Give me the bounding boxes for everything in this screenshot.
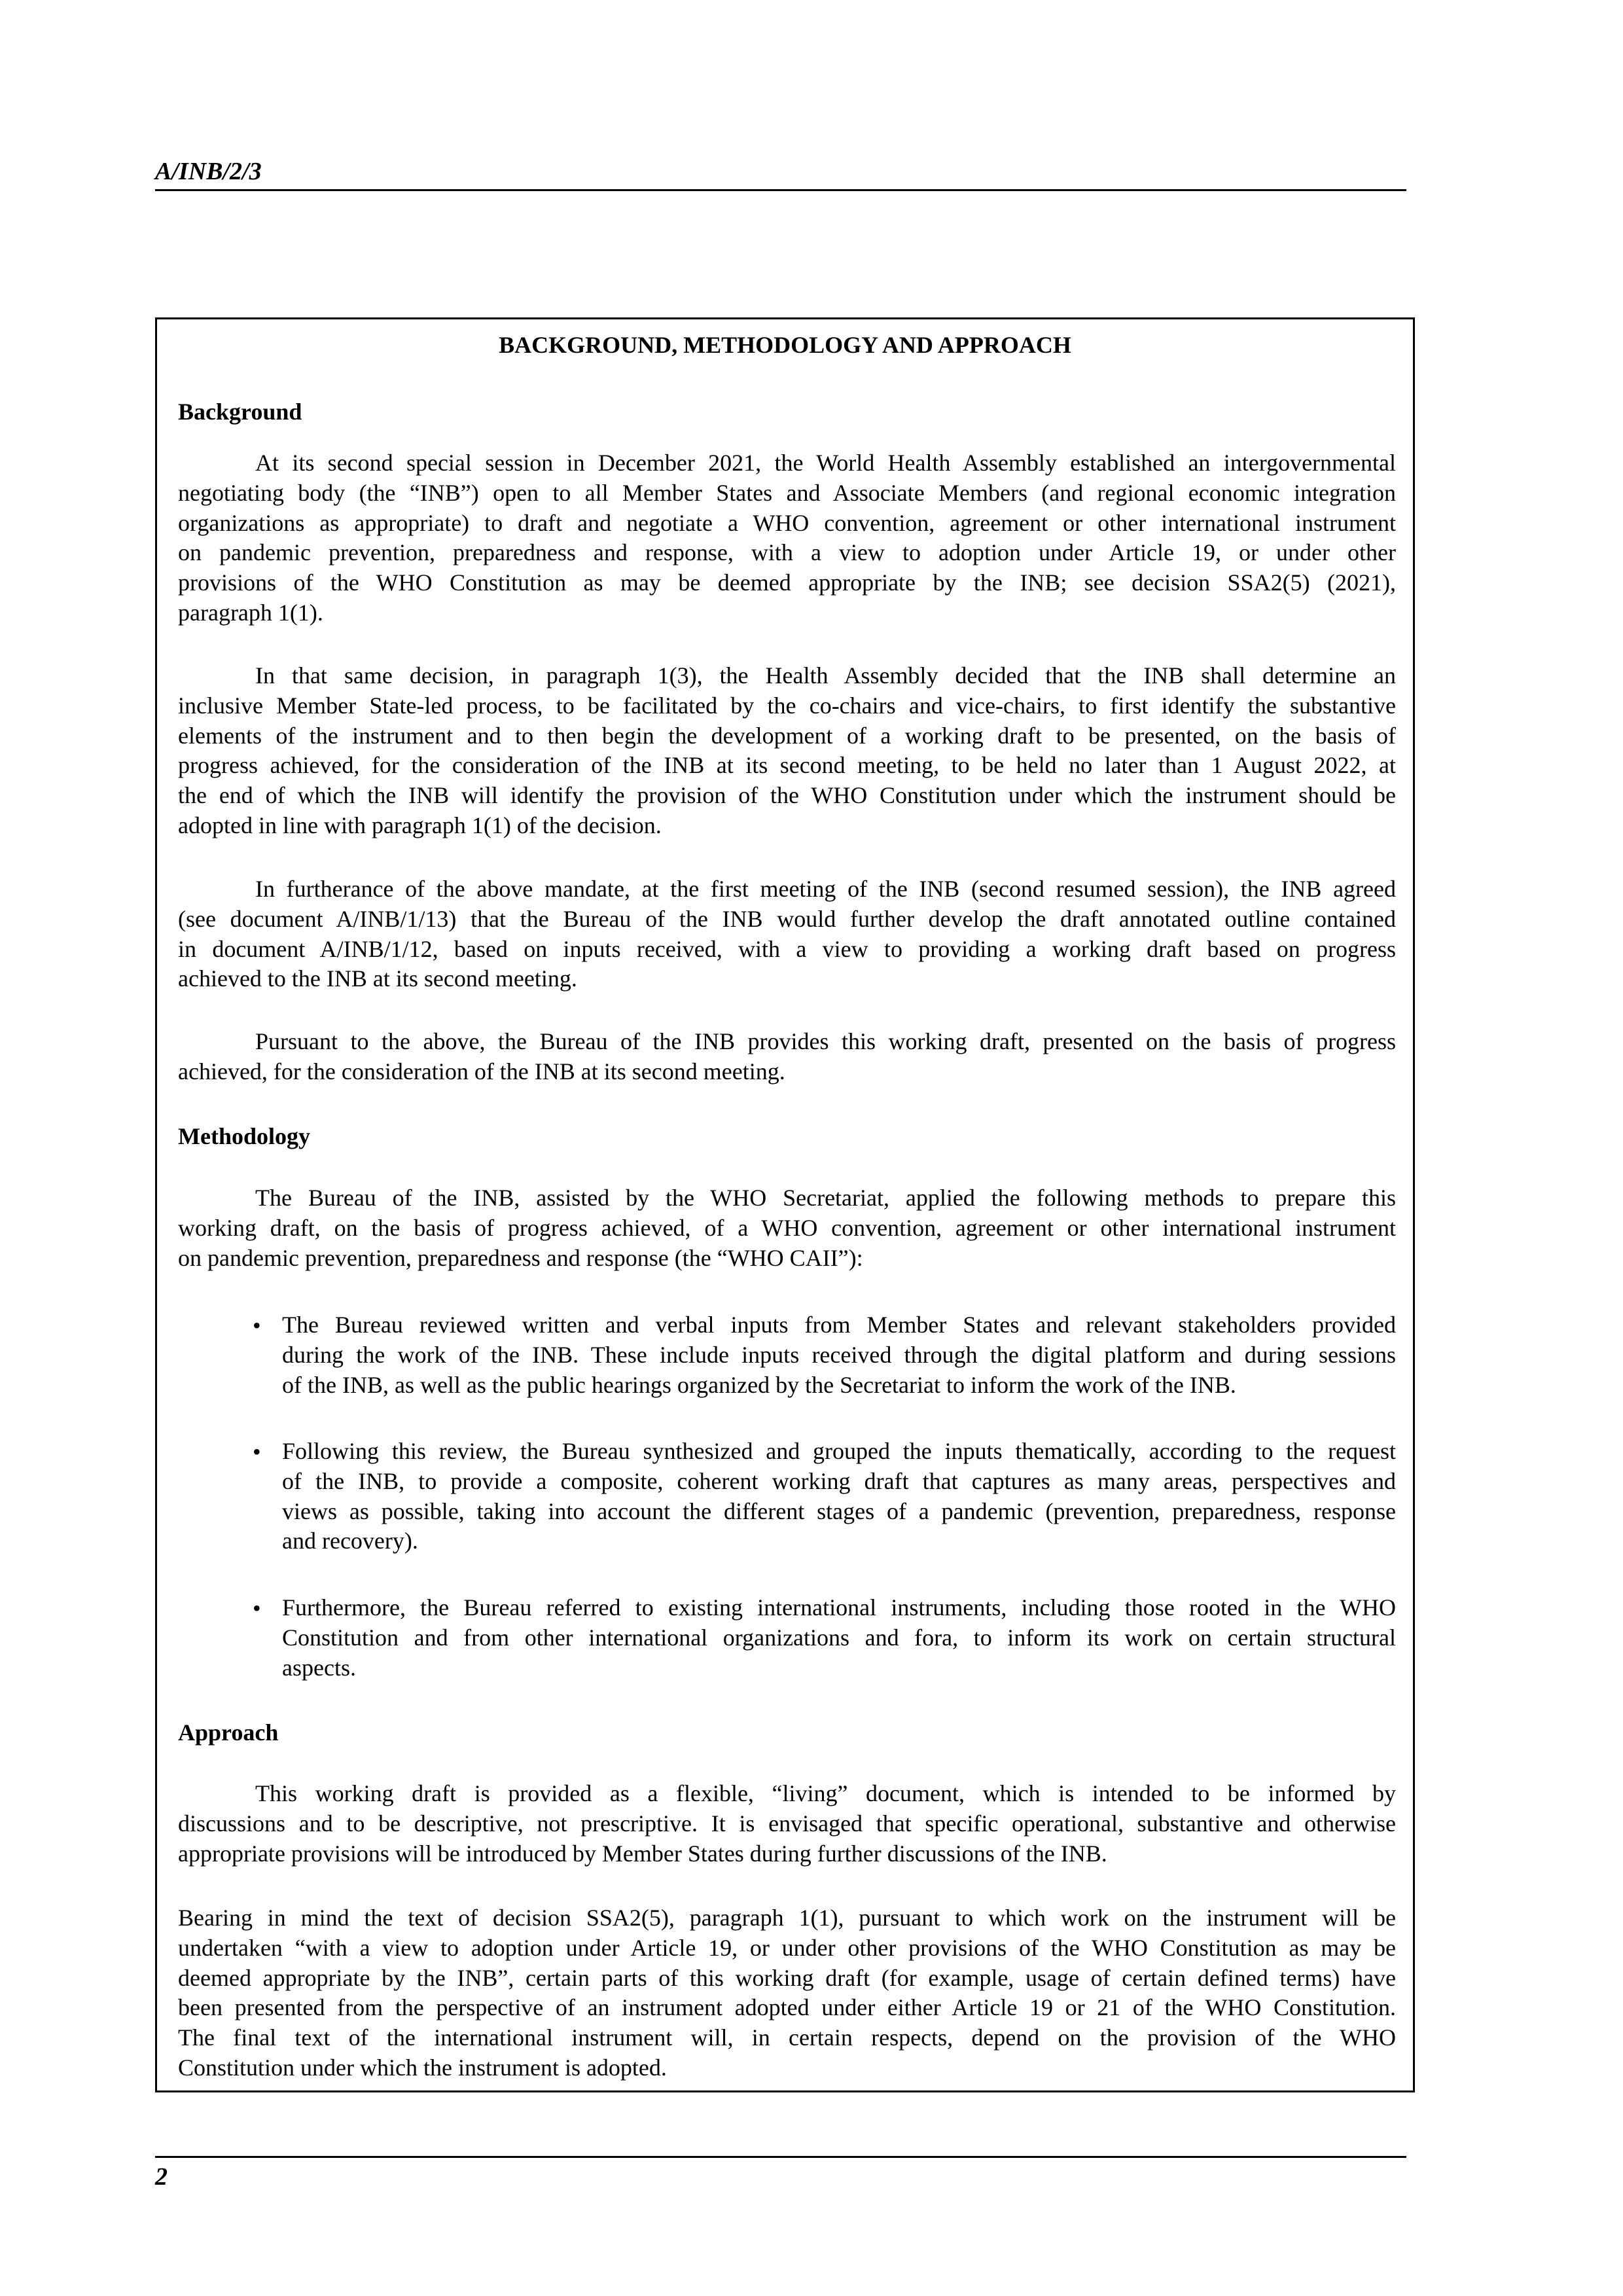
text-line: on pandemic prevention, preparedness and response, with a view to adoption under Article 19, or under other [178,539,1396,566]
text-line: The Bureau reviewed written and verbal inputs from Member States and relevant stakeholders provided [282,1312,1396,1338]
text-line: of the INB, as well as the public hearings organized by the Secretariat to inform the work of the INB. [282,1371,1236,1398]
bullet-item [282,1437,1396,1556]
section-heading-methodology: Methodology [178,1123,310,1149]
document-symbol: A/INB/2/3 [155,158,262,185]
text-line: adopted in line with paragraph 1(1) of the decision. [178,812,662,838]
text-line: on pandemic prevention, preparedness and response (the “WHO CAII”): [178,1244,863,1271]
paragraph [178,1183,1396,1273]
text-line: aspects. [282,1654,356,1681]
text-line: achieved to the INB at its second meeting. [178,965,577,992]
text-line: views as possible, taking into account the different stages of a pandemic (prevention, preparedness, response [282,1498,1396,1524]
text-line: discussions and to be descriptive, not prescriptive. It is envisaged that specific operational, substantive and otherwise [178,1810,1396,1837]
section-heading-background: Background [178,399,302,425]
box-title: BACKGROUND, METHODOLOGY AND APPROACH [499,332,1071,358]
text-line: in document A/INB/1/12, based on inputs received, with a view to providing a working draft based on progress [178,935,1396,962]
text-line: In that same decision, in paragraph 1(3), the Health Assembly decided that the INB shall determine an [255,662,1396,689]
text-line: In furtherance of the above mandate, at the first meeting of the INB (second resumed session), the INB agreed [255,876,1396,902]
bullet-icon: • [253,1439,261,1465]
paragraph [178,1903,1396,2083]
footer-rule [155,2156,1406,2158]
bullet-icon: • [253,1312,261,1338]
text-line: achieved, for the consideration of the INB at its second meeting. [178,1058,785,1085]
text-line: negotiating body (the “INB”) open to all Member States and Associate Members (and regional economic integration [178,479,1396,506]
text-line: elements of the instrument and to then begin the development of a working draft to be presented, on the basis of [178,722,1396,749]
text-line: inclusive Member State-led process, to be facilitated by the co-chairs and vice-chairs, to first identify the substantive [178,692,1396,719]
text-line: Bearing in mind the text of decision SSA2(5), paragraph 1(1), pursuant to which work on the instrument will be [178,1905,1396,1931]
text-line: and recovery). [282,1528,418,1554]
text-line: paragraph 1(1). [178,599,323,626]
text-line: Constitution under which the instrument is adopted. [178,2054,667,2081]
text-line: The final text of the international instrument will, in certain respects, depend on the provision of the WHO [178,2024,1396,2051]
text-line: been presented from the perspective of an instrument adopted under either Article 19 or 21 of the WHO Constitution. [178,1994,1396,2021]
text-line: appropriate provisions will be introduced by Member States during further discussions of the INB. [178,1840,1107,1867]
paragraph [178,448,1396,628]
text-line: of the INB, to provide a composite, coherent working draft that captures as many areas, perspectives and [282,1467,1396,1494]
text-line: Constitution and from other international organizations and fora, to inform its work on certain structural [282,1624,1396,1651]
section-heading-approach: Approach [178,1719,279,1746]
text-line: This working draft is provided as a flexible, “living” document, which is intended to be informed by [255,1780,1396,1806]
text-line: At its second special session in December 2021, the World Health Assembly established an intergovernmental [255,450,1396,476]
text-line: undertaken “with a view to adoption under Article 19, or under other provisions of the WHO Constitution as may be [178,1934,1396,1961]
bullet-item [282,1593,1396,1683]
paragraph [178,1027,1396,1087]
paragraph [178,1779,1396,1869]
page-number: 2 [155,2163,168,2191]
paragraph [178,661,1396,841]
text-line: the end of which the INB will identify the provision of the WHO Constitution under which the instrument should be [178,782,1396,809]
paragraph [178,874,1396,994]
header-rule [155,189,1406,191]
text-line: deemed appropriate by the INB”, certain parts of this working draft (for example, usage of certain defined terms) have [178,1964,1396,1991]
text-line: organizations as appropriate) to draft and negotiate a WHO convention, agreement or other international instrument [178,509,1396,536]
text-line: provisions of the WHO Constitution as may be deemed appropriate by the INB; see decision SSA2(5) (2021), [178,569,1396,596]
bullet-item [282,1310,1396,1400]
text-line: Furthermore, the Bureau referred to existing international instruments, including those rooted in the WHO [282,1594,1396,1621]
text-line: (see document A/INB/1/13) that the Bureau of the INB would further develop the draft annotated outline contained [178,905,1396,932]
text-line: Pursuant to the above, the Bureau of the INB provides this working draft, presented on the basis of progress [255,1028,1396,1054]
text-line: progress achieved, for the consideration of the INB at its second meeting, to be held no later than 1 August 2022, at [178,752,1396,779]
text-line: during the work of the INB. These include inputs received through the digital platform and during sessions [282,1341,1396,1368]
bullet-icon: • [253,1595,261,1621]
text-line: The Bureau of the INB, assisted by the WHO Secretariat, applied the following methods to prepare this [255,1185,1396,1211]
text-line: working draft, on the basis of progress achieved, of a WHO convention, agreement or other international instrument [178,1214,1396,1241]
text-line: Following this review, the Bureau synthesized and grouped the inputs thematically, according to the request [282,1438,1396,1464]
